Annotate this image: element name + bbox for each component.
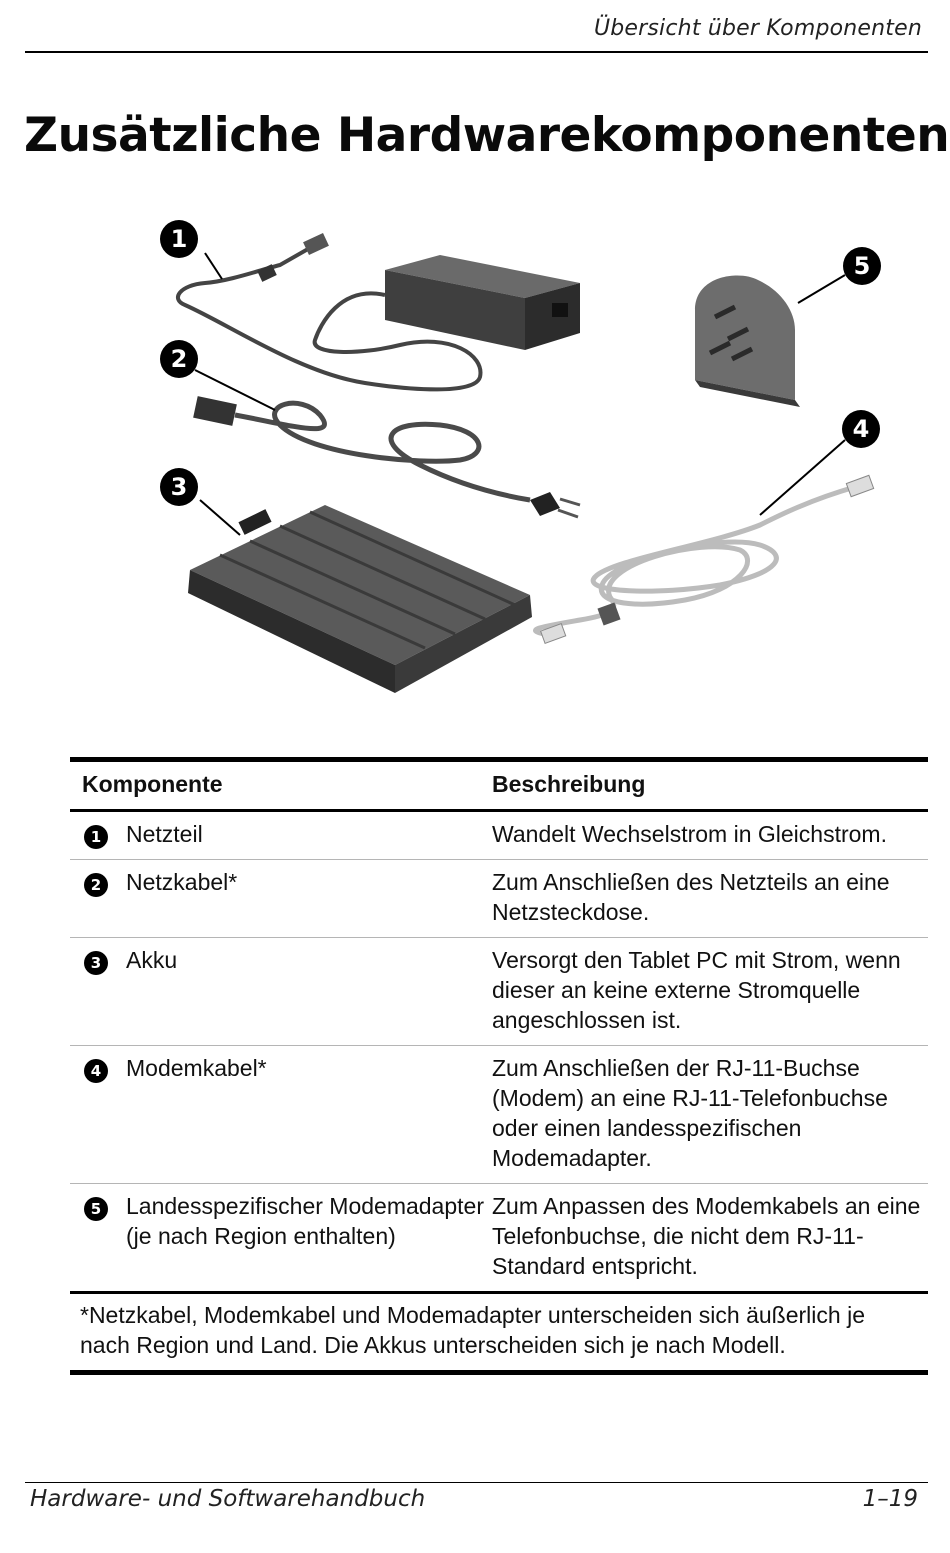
footer-divider [25, 1482, 928, 1483]
table-row [70, 812, 928, 859]
component-name: Netzkabel* [126, 869, 238, 895]
battery-illustration [188, 505, 532, 693]
table-row [70, 1184, 928, 1291]
column-header-description: Beschreibung [492, 771, 646, 797]
row-number: 2 [84, 873, 108, 897]
footer-book-title: Hardware- und Softwarehandbuch [30, 1486, 426, 1512]
callout-4: 4 [842, 410, 880, 448]
table-row [70, 860, 928, 937]
table-footnote: *Netzkabel, Modemkabel und Modemadapter unterscheiden sich äußerlich je nach Region und Land. Die Akkus unterscheiden sich je nach Modell. [80, 1302, 865, 1358]
power-cord-illustration [193, 396, 580, 517]
callout-2: 2 [160, 340, 198, 378]
footer-page-number: 1–19 [862, 1486, 918, 1512]
table-header-row [70, 762, 928, 809]
component-description: Versorgt den Tablet PC mit Strom, wenn dieser an keine externe Stromquelle angeschlossen ist. [492, 947, 901, 1033]
row-number: 5 [84, 1197, 108, 1221]
component-description: Zum Anschließen der RJ-11-Buchse (Modem) an eine RJ-11-Telefonbuchse oder einen landesspezifischen Modemadapter. [492, 1055, 888, 1171]
modem-adapter-illustration [695, 275, 800, 407]
component-name: Akku [126, 947, 178, 973]
running-header: Übersicht über Komponenten [593, 16, 922, 41]
component-name: Netzteil [126, 821, 203, 847]
table-row [70, 938, 928, 1045]
ac-adapter-illustration [385, 255, 580, 350]
callout-3: 3 [160, 468, 198, 506]
table-bottom-rule [70, 1370, 928, 1375]
component-description: Zum Anschließen des Netzteils an eine Netzsteckdose. [492, 869, 890, 925]
component-description: Zum Anpassen des Modemkabels an eine Telefonbuchse, die nicht dem RJ-11-Standard entspricht. [492, 1193, 921, 1279]
row-number: 3 [84, 951, 108, 975]
column-header-component: Komponente [82, 771, 223, 797]
hardware-components-illustration [140, 215, 900, 715]
callout-1: 1 [160, 220, 198, 258]
page-title: Zusätzliche Hardwarekomponenten [24, 108, 950, 163]
component-name: Landesspezifischer Modemadapter (je nach Region enthalten) [126, 1193, 484, 1249]
modem-cable-illustration [536, 475, 874, 643]
callout-5: 5 [843, 247, 881, 285]
component-name: Modemkabel* [126, 1055, 267, 1081]
row-number: 4 [84, 1059, 108, 1083]
components-table [70, 757, 928, 1375]
header-divider [25, 51, 928, 53]
row-number: 1 [84, 825, 108, 849]
table-row [70, 1046, 928, 1183]
component-description: Wandelt Wechselstrom in Gleichstrom. [492, 821, 887, 847]
